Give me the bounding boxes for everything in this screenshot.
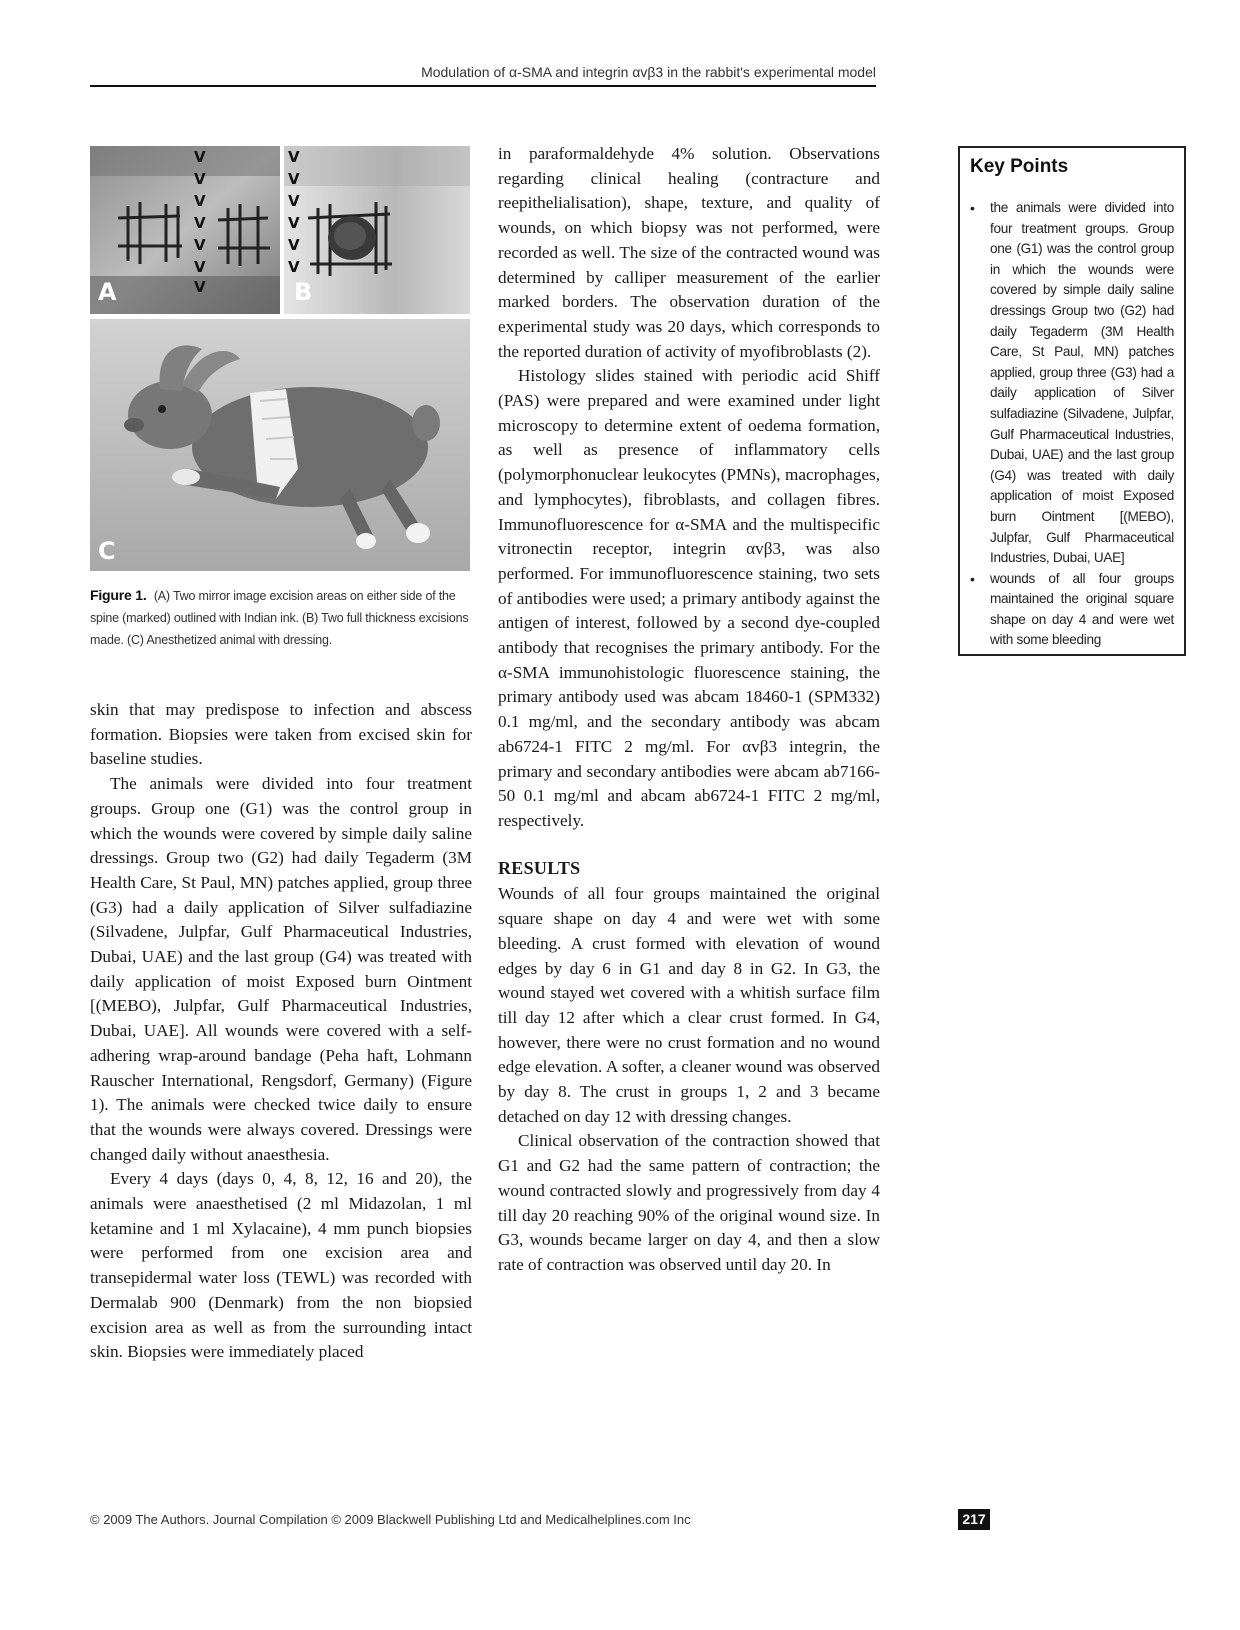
panel-label-a: A bbox=[98, 278, 117, 306]
bullet-icon: • bbox=[970, 200, 975, 216]
panel-label-c: C bbox=[98, 537, 116, 565]
panel-label-b: B bbox=[294, 278, 313, 306]
svg-text:V: V bbox=[288, 236, 300, 254]
footer-copyright: © 2009 The Authors. Journal Compilation © 2009 Blackwell Publishing Ltd and Medicalhelplines.com Inc bbox=[90, 1512, 691, 1527]
photo-panel-c bbox=[90, 319, 470, 571]
figure-caption bbox=[90, 584, 472, 651]
svg-text:V: V bbox=[194, 214, 206, 232]
svg-text:V: V bbox=[194, 170, 206, 188]
figure-panel-c bbox=[90, 319, 470, 571]
key-point-text: wounds of all four groups maintained the original square shape on day 4 and were wet with some bleeding bbox=[990, 570, 1174, 648]
photo-panel-b bbox=[284, 146, 470, 314]
svg-text:V: V bbox=[288, 170, 300, 188]
paragraph: The animals were divided into four treatment groups. Group one (G1) was the control group in which the wounds were covered by simple daily saline dressings. Group two (G2) had daily Tegaderm (3M Health Care, St Paul, MN) patches applied, group three (G3) had a daily application of Silver sulfadiazine (Silvadene, Julpfar, Gulf Pharmaceutical Industries, Dubai, UAE) and the last group (G4) was treated with daily application of moist Exposed burn Ointment [(MEBO), Julpfar, Gulf Pharmaceutical Industries, Dubai, UAE]. All wounds were covered with a self-adhering wrap-around bandage (Peha haft, Lohmann Rauscher International, Rengsdorf, Germany) (Figure 1). The animals were checked twice daily to ensure that the wounds were always covered. Dressings were changed daily without anaesthesia. bbox=[90, 774, 472, 1164]
spine-marks bbox=[194, 148, 206, 296]
middle-column bbox=[498, 142, 880, 1278]
paragraph: skin that may predispose to infection and abscess formation. Biopsies were taken from excised skin for baseline studies. bbox=[90, 700, 472, 769]
svg-text:V: V bbox=[288, 258, 300, 276]
key-points-title: Key Points bbox=[970, 156, 1069, 177]
svg-text:V: V bbox=[194, 278, 206, 296]
figure-caption-text: (A) Two mirror image excision areas on either side of the spine (marked) outlined with Indian ink. (B) Two full thickness excisions made. (C) Anesthetized animal with dressing. bbox=[90, 589, 469, 647]
left-column bbox=[90, 698, 472, 1365]
svg-text:V: V bbox=[194, 236, 206, 254]
paragraph: Wounds of all four groups maintained the original square shape on day 4 and were wet with some bleeding. A crust formed with elevation of wound edges by day 6 in G1 and day 8 in G2. In G3, the wound stayed wet covered with a whitish surface film till day 12 after which a clear crust formed. In G4, however, there were no crust formation and no wound edge elevation. A softer, a cleaner wound was observed by day 8. The crust in groups 1, 2 and 3 became detached on day 12 with dressing changes. bbox=[498, 884, 880, 1126]
svg-text:V: V bbox=[288, 214, 300, 232]
key-point-text: the animals were divided into four treatment groups. Group one (G1) was the control group in which the wounds were covered by simple daily saline dressings Group two (G2) had daily Tegaderm (3M Health Care, St Paul, MN) patches applied, group three (G3) had a daily application of Silver sulfadiazine (Silvadene, Julpfar, Gulf Pharmaceutical Industries, Dubai, UAE) and the last group (G4) was treated with daily application of moist Exposed burn Ointment [(MEBO), Julpfar, Gulf Pharmaceutical Industries, Dubai, UAE] bbox=[990, 200, 1174, 566]
running-head: Modulation of α-SMA and integrin αvβ3 in the rabbit's experimental model bbox=[421, 64, 876, 80]
key-point-item bbox=[970, 198, 1174, 569]
photo-panel-a bbox=[90, 146, 280, 314]
paragraph: Histology slides stained with periodic acid Shiff (PAS) were prepared and were examined under light microscopy to determine extent of oedema formation, as well as presence of inflammatory cells (polymorphonuclear leukocytes (PMNs), macrophages, and lymphocytes), fibroblasts, and collagen fibres. Immunofluorescence for α-SMA and the multispecific vitronectin receptor, integrin αvβ3, was also performed. For immunofluorescence staining, two sets of antibodies were used; a primary antibody against the antigen of interest, followed by a second dye-coupled antibody that recognises the primary antibody. For the α-SMA immunohistologic fluorescence staining, the primary antibody used was abcam 18460-1 (SPM332) 0.1 mg/ml, and the secondary antibody was abcam ab6724-1 FITC 2 mg/ml. For αvβ3 integrin, the primary and secondary antibodies were abcam ab7166-50 0.1 mg/ml and abcam ab6724-1 FITC 2 mg/ml, respectively. bbox=[498, 366, 880, 830]
paragraph: Clinical observation of the contraction showed that G1 and G2 had the same pattern of contraction; the wound contracted slowly and progressively from day 4 till day 20 reaching 90% of the original wound size. In G3, wounds became larger on day 4, and then a slow rate of contraction was observed until day 20. In bbox=[498, 1131, 880, 1274]
key-point-item bbox=[970, 569, 1174, 651]
svg-text:V: V bbox=[288, 192, 300, 210]
key-points-list bbox=[970, 198, 1174, 651]
svg-text:V: V bbox=[194, 258, 206, 276]
header-rule bbox=[90, 85, 876, 87]
key-points-box bbox=[958, 146, 1186, 656]
figure-panel-b bbox=[284, 146, 470, 314]
figure-panel-a bbox=[90, 146, 280, 314]
figure-caption-label: Figure 1. bbox=[90, 587, 147, 603]
svg-text:V: V bbox=[194, 148, 206, 166]
paragraph: Every 4 days (days 0, 4, 8, 12, 16 and 20), the animals were anaesthetised (2 ml Midazolan, 1 ml ketamine and 1 ml Xylacaine), 4 mm punch biopsies were performed from one excision area and transepidermal water loss (TEWL) was recorded with Dermalab 900 (Denmark) from the non biopsied excision area as well as from the surrounding intact skin. Biopsies were immediately placed bbox=[90, 1169, 472, 1362]
svg-text:V: V bbox=[288, 148, 300, 166]
svg-text:V: V bbox=[194, 192, 206, 210]
paragraph: in paraformaldehyde 4% solution. Observations regarding clinical healing (contracture and reepithelialisation), shape, texture, and quality of wounds, on which biopsy was not performed, were recorded as well. The size of the contracted wound was determined by calliper measurement of the earlier marked borders. The observation duration of the experimental study was 20 days, which corresponds to the reported duration of activity of myofibroblasts (2). bbox=[498, 144, 880, 361]
section-heading-results: RESULTS bbox=[498, 857, 581, 878]
page-number: 217 bbox=[958, 1509, 990, 1530]
bullet-icon: • bbox=[970, 570, 975, 587]
